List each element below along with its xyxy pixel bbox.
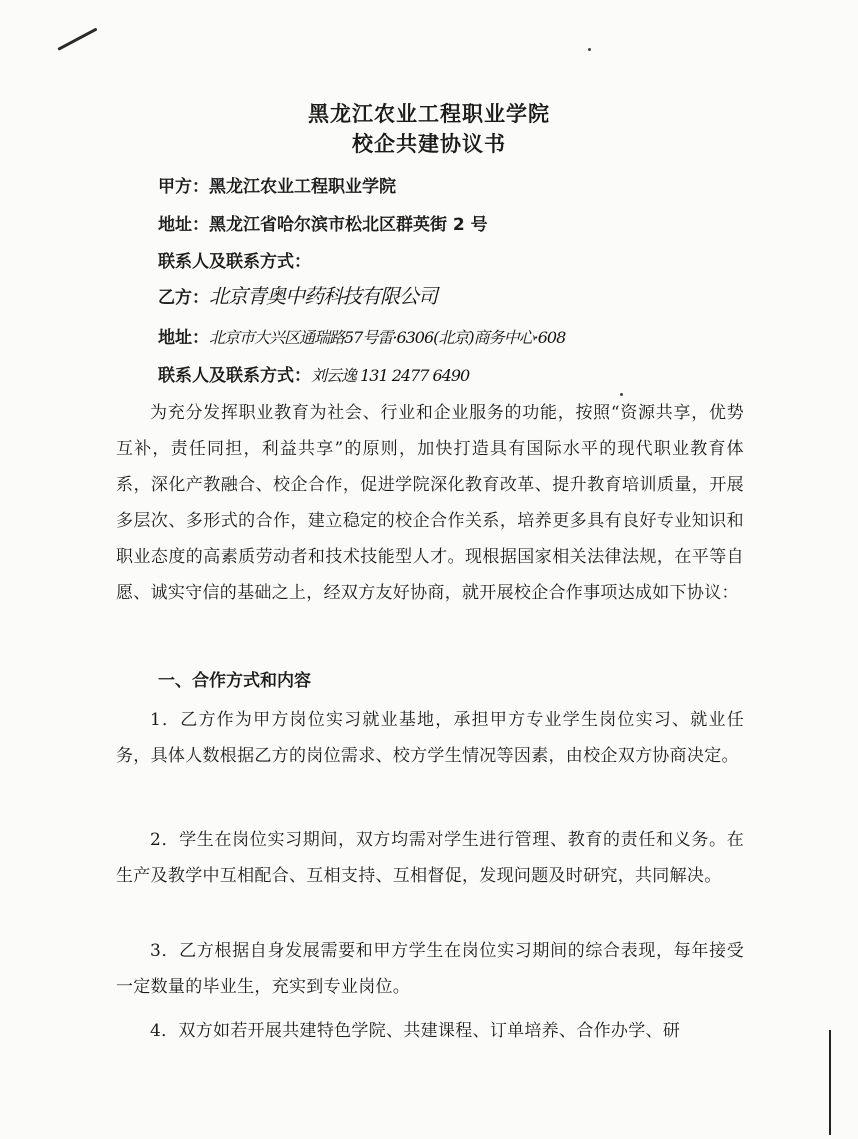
clause-paragraph: 4．双方如若开展共建特色学院、共建课程、订单培养、合作办学、研 [150,1021,681,1041]
clause-paragraph: 2．学生在岗位实习期间，双方均需对学生进行管理、教育的责任和义务。在生产及教学中互相配合、互相支持、互相督促，发现问题及时研究，共同解决。 [116,830,744,886]
party-a-name: 黑龙江农业工程职业学院 [209,177,396,197]
party-b-contact-handwritten: 刘云逸 131 2477 6490 [311,366,470,385]
party-b-line [158,280,437,309]
clause-3-block [116,933,744,1005]
party-a-contact-label: 联系人及联系方式： [158,252,311,272]
party-a-address-label: 地址： [158,215,209,235]
party-a-label: 甲方： [158,177,209,197]
document-title-agreement: 校企共建协议书 [352,132,506,156]
party-b-contact-line [158,361,469,386]
clause-4-block [116,1013,744,1049]
party-b-name-handwritten: 北京青奥中药科技有限公司 [209,284,437,308]
party-b-address-handwritten: 北京市大兴区通瑞路57号雷·6306(北京)商务中心·608 [209,328,566,347]
pen-stroke-mark [57,28,97,51]
clause-2-block [116,822,744,894]
section-heading: 一、合作方式和内容 [158,671,311,691]
scan-speck [588,48,591,51]
party-a-address: 黑龙江省哈尔滨市松北区群英街 2 号 [209,215,488,235]
party-a-contact-line [158,247,311,272]
party-b-contact-label: 联系人及联系方式： [158,366,311,386]
party-b-address-label: 地址： [158,328,209,348]
clause-paragraph: 1．乙方作为甲方岗位实习就业基地，承担甲方专业学生岗位实习、就业任务，具体人数根据乙方的岗位需求、校方学生情况等因素，由校企双方协商决定。 [116,710,744,766]
party-b-label: 乙方： [158,288,209,308]
party-a-address-line [158,210,488,235]
preamble-paragraph: 为充分发挥职业教育为社会、行业和企业服务的功能，按照“资源共享，优势互补，责任同担，利益共享”的原则，加快打造具有国际水平的现代职业教育体系，深化产教融合、校企合作，促进学院深化教育改革、提升教育培训质量，开展多层次、多形式的合作，建立稳定的校企合作关系，培养更多具有良好专业知识和职业态度的高素质劳动者和技术技能型人才。现根据国家相关法律法规，在平等自愿、诚实守信的基础之上，经双方友好协商，就开展校企合作事项达成如下协议： [116,403,744,603]
party-a-line [158,172,396,197]
clause-paragraph: 3．乙方根据自身发展需要和甲方学生在岗位实习期间的综合表现，每年接受一定数量的毕业生，充实到专业岗位。 [116,941,744,997]
scan-edge-line [829,1030,831,1135]
preamble-block [116,395,744,611]
clause-1-block [116,702,744,774]
document-title-institution: 黑龙江农业工程职业学院 [308,102,550,126]
party-b-address-line [158,323,565,348]
